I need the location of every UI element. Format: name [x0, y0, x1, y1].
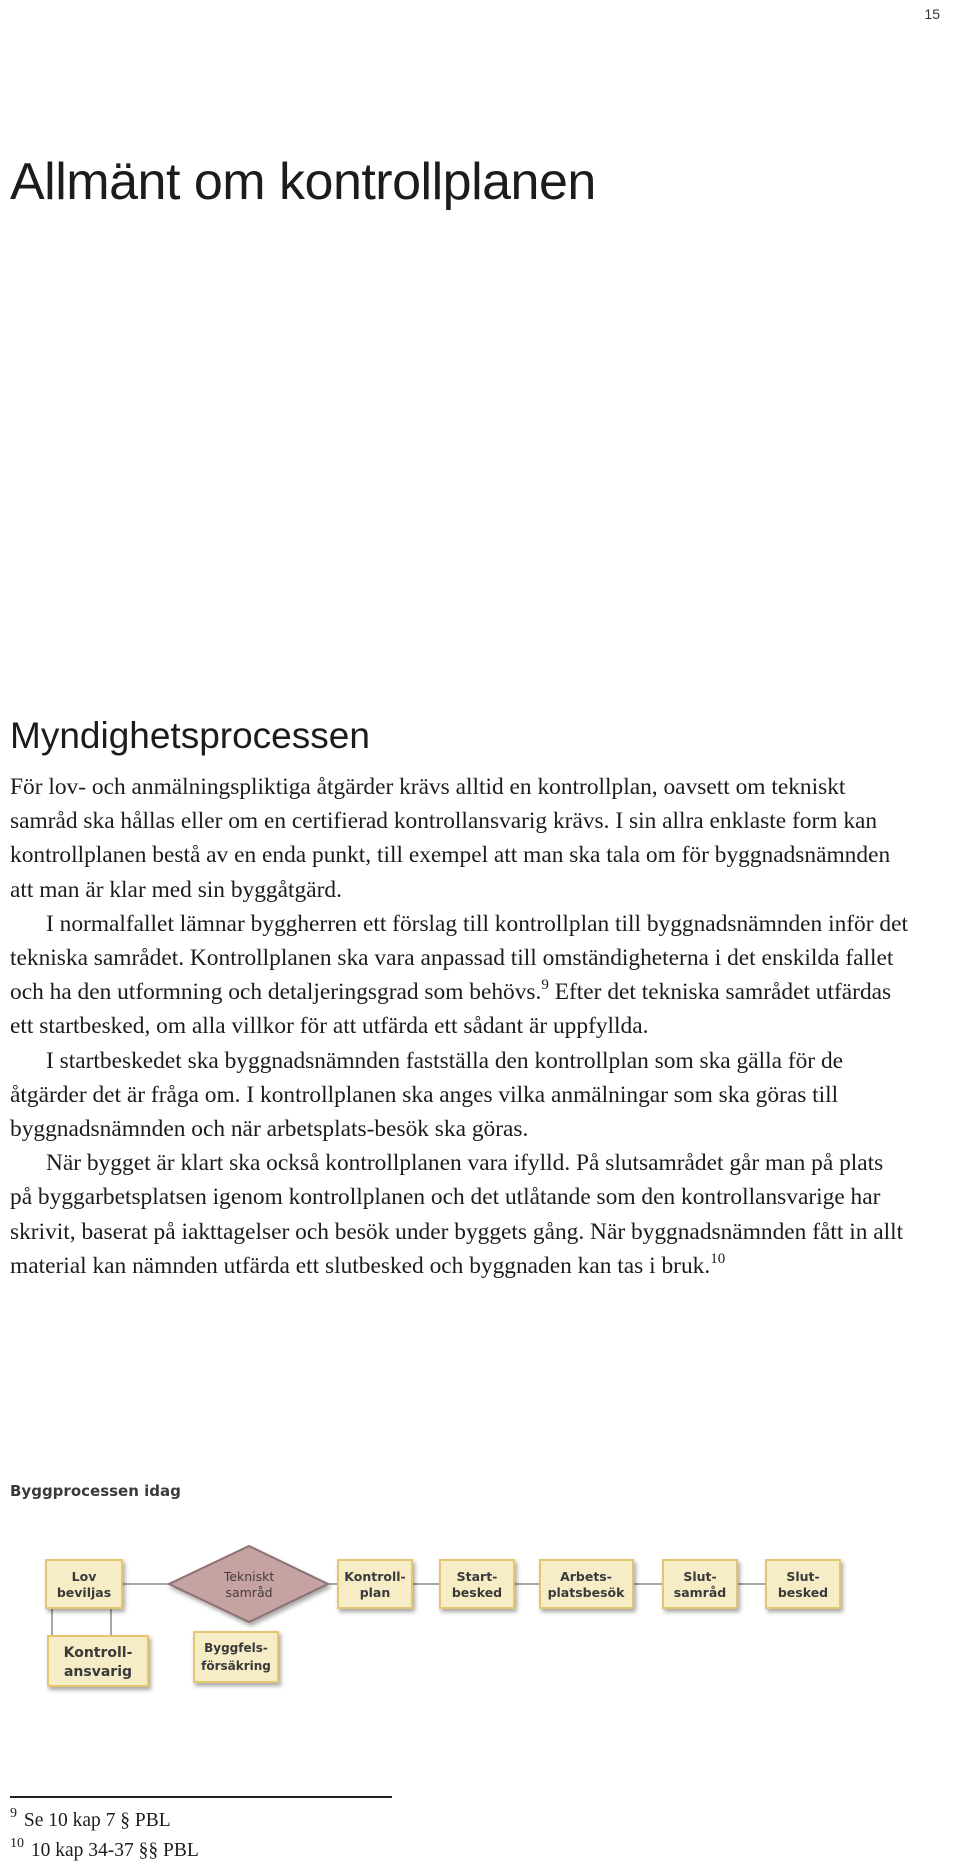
step-tekniskt-samrad	[169, 1546, 328, 1622]
paragraph-text: Efter det tekniska samrådet utfärdas ett startbesked, om alla villkor för att utfärda ett sådant är uppfyllda.	[10, 979, 892, 1040]
footnote-divider	[10, 1796, 392, 1798]
sub-box-label: Kontroll-	[63, 1645, 133, 1661]
footnote-mark: 9	[10, 1806, 17, 1821]
process-diagram	[8, 1480, 868, 1700]
step-label: besked	[777, 1585, 829, 1600]
footnote-ref[interactable]: 9	[541, 977, 549, 994]
step-label: besked	[451, 1585, 503, 1600]
step-label: Lov	[71, 1569, 97, 1584]
footnote-text: Se 10 kap 7 § PBL	[19, 1810, 171, 1831]
footnote-ref[interactable]: 10	[710, 1250, 726, 1267]
step-label: platsbesök	[547, 1585, 625, 1600]
step-label: Slut-	[683, 1569, 717, 1584]
paragraph-text: För lov- och anmälningspliktiga åtgärder krävs alltid en kontrollplan, oavsett om tekniskt samråd ska hållas eller om en certifierad kontrollansvarig krävs. I sin allra enklaste form kan kontrollplanen bestå av en enda punkt, till exempel att man ska tala om för byggnadsnämnden att man är klar med sin byggåtgärd.	[10, 774, 891, 903]
page-number: 15	[924, 6, 940, 22]
step-label: Tekniskt	[223, 1569, 275, 1584]
footnotes	[10, 1806, 199, 1866]
section-heading: Myndighetsprocessen	[10, 715, 370, 756]
sub-box-label: försäkring	[201, 1659, 271, 1673]
paragraph-4	[10, 1146, 910, 1283]
footnote-mark: 10	[10, 1836, 24, 1851]
footnote-text: 10 kap 34-37 §§ PBL	[26, 1840, 199, 1861]
step-arbetsplatsbesok	[540, 1560, 633, 1608]
step-label: Kontroll-	[344, 1569, 406, 1584]
step-lov-beviljas	[46, 1560, 122, 1608]
paragraph-1	[10, 770, 910, 907]
step-label: Start-	[456, 1569, 498, 1584]
sub-box-label: ansvarig	[63, 1664, 133, 1680]
step-label: samråd	[225, 1585, 273, 1600]
footnote-item	[10, 1836, 199, 1866]
main-heading: Allmänt om kontrollplanen	[10, 153, 596, 211]
step-label: plan	[359, 1585, 391, 1600]
paragraph-3	[10, 1044, 910, 1147]
sub-box-byggfelsforsakring	[194, 1632, 278, 1682]
step-label: samråd	[673, 1585, 727, 1600]
paragraph-text: När bygget är klart ska också kontrollplanen vara ifylld. På slutsamrådet går man på plats på byggarbetsplatsen igenom kontrollplanen och det utlåtande som den kontrollansvarige har skrivit, baserat på iakttagelser och besök under byggets gång. När byggnadsnämnden fått in allt material kan nämnden utfärda ett slutbesked och byggnaden kan tas i bruk.	[10, 1150, 904, 1279]
step-slutbesked	[766, 1560, 840, 1608]
paragraph-text: I normalfallet lämnar byggherren ett förslag till kontrollplan till byggnadsnämnden inför det tekniska samrådet. Kontrollplanen ska vara anpassad till omständigheterna i det enskilda fallet och ha den utformning och detaljeringsgrad som behövs.	[10, 910, 908, 1006]
paragraph-2	[10, 907, 910, 1044]
footnote-item	[10, 1806, 199, 1836]
step-kontrollplan	[338, 1560, 412, 1608]
sub-box-label: Byggfels-	[204, 1641, 268, 1655]
diagram-title: Byggprocessen idag	[10, 1482, 181, 1500]
step-startbesked	[440, 1560, 514, 1608]
step-slutsamrad	[663, 1560, 737, 1608]
section-body	[10, 770, 910, 1283]
step-label: Slut-	[786, 1569, 820, 1584]
step-label: beviljas	[56, 1585, 112, 1600]
step-label: Arbets-	[560, 1569, 612, 1584]
paragraph-text: I startbeskedet ska byggnadsnämnden fastställa den kontrollplan som ska gälla för de åtgärder det är fråga om. I kontrollplanen ska anges vilka anmälningar som ska göras till byggnadsnämnden och när arbetsplats-besök ska göras.	[10, 1047, 844, 1143]
sub-box-kontrollansvarig	[48, 1636, 148, 1686]
